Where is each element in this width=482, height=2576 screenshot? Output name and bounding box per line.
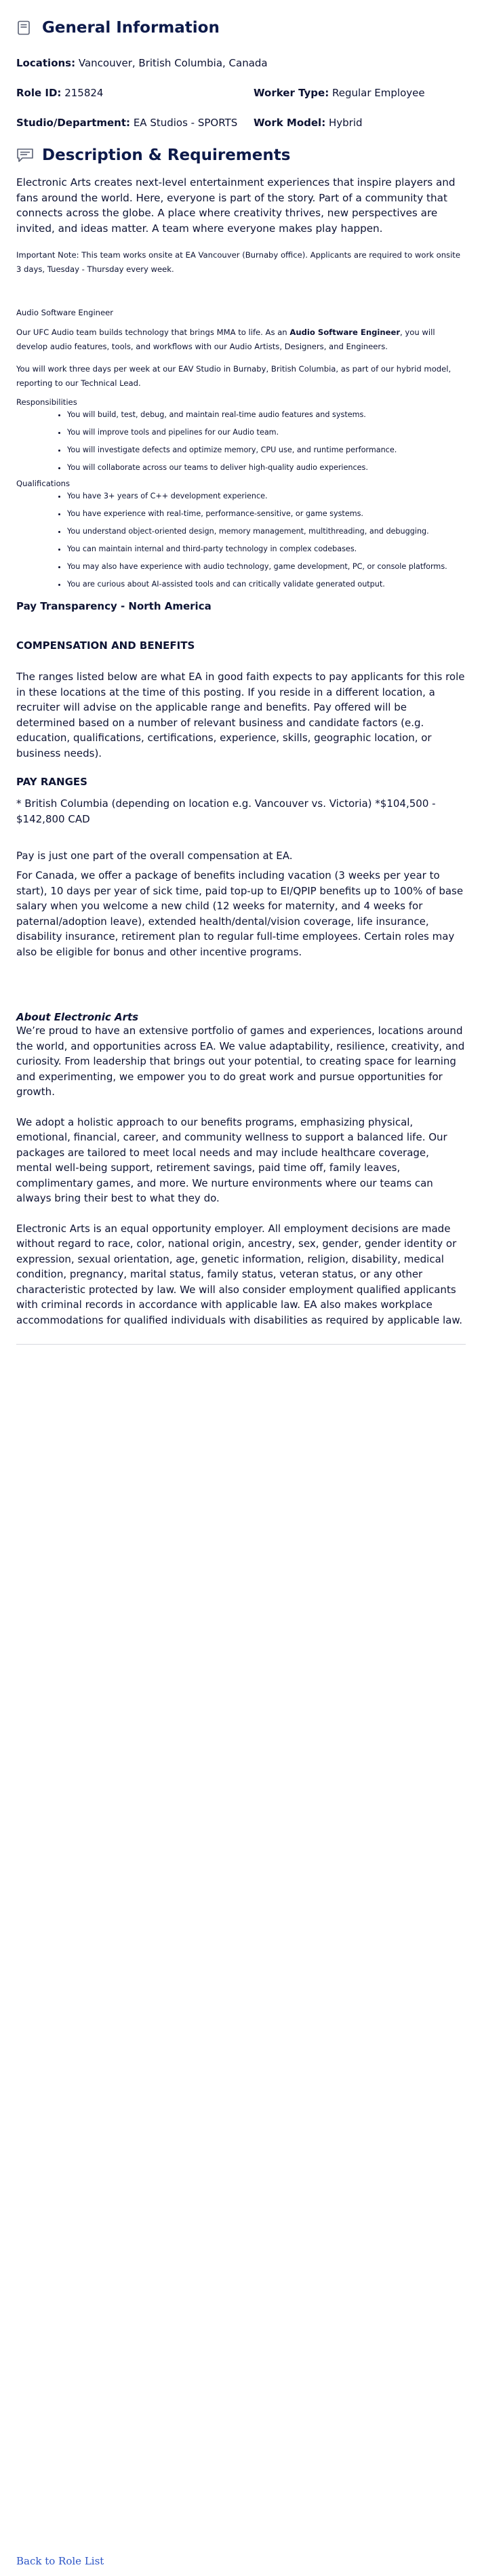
work-model-value: Hybrid (328, 117, 363, 129)
worker-type-value: Regular Employee (332, 87, 425, 99)
pay-transparency-title: Pay Transparency - North America (16, 600, 212, 612)
description-header (16, 146, 466, 164)
message-icon (16, 148, 34, 163)
responsibilities-label: Responsibilities (16, 397, 77, 407)
work-model-field (254, 117, 363, 129)
about-paragraph-2: We adopt a holistic approach to our benefits programs, emphasizing physical, emotional, financial, career, and community wellness to support a balanced life. Our packages are tailored to meet local needs and may include healthcare coverage, mental well-being support, retirement savings, paid time off, family leaves, complimentary games, and more. We nurture environments where our teams can always bring their best to what they do. (16, 1115, 447, 1204)
general-info-details (16, 57, 466, 129)
canada-benefits-paragraph: For Canada, we offer a package of benefits including vacation (3 weeks per year to start), 10 days per year of sick time, paid top-up to EI/QPIP benefits up to 100% of base salary when you welcome a new child (12 weeks for maternity, and 4 weeks for paternal/adoption leave), extended health/dental/vision coverage, life insurance, disability insurance, retirement plan to regular full-time employees. Certain roles may also be eligible for bonus and other incentive programs. (16, 869, 464, 958)
onsite-note: Important Note: This team works onsite at EA Vancouver (Burnaby office). Applicants are required to work onsite 3 days, Tuesday - Thursday every week. (16, 250, 460, 274)
studio-label: Studio/Department: (16, 117, 131, 129)
list-item: • You may also have experience with audio technology, game development, PC, or console platforms. (67, 561, 466, 572)
description-heading: Description & Requirements (42, 146, 291, 164)
role-worker-row (16, 87, 466, 99)
general-info-header (16, 0, 466, 37)
qualifications-list (16, 491, 466, 589)
list-item: • You are curious about AI-assisted tools and can critically validate generated output. (67, 579, 466, 589)
worker-type-field (254, 87, 425, 99)
list-item: • You will improve tools and pipelines for our Audio team. (67, 427, 466, 437)
team-paragraph: Our UFC Audio team builds technology that brings MMA to life. As an Audio Software Engineer, you will develop audio features, tools, and workflows with our Audio Artists, Designers, and Engineers. (16, 328, 435, 351)
list-item: • You can maintain internal and third-party technology in complex codebases. (67, 544, 466, 554)
studio-model-row (16, 117, 466, 129)
list-item: • You have 3+ years of C++ development experience. (67, 491, 466, 501)
studio-value: EA Studios - SPORTS (133, 117, 238, 129)
locations-row (16, 57, 466, 69)
locations-field (16, 57, 268, 69)
schedule-paragraph: You will work three days per week at our EAV Studio in Burnaby, British Columbia, as part of our hybrid model, reporting to our Technical Lead. (16, 364, 451, 388)
role-id-value: 215824 (64, 87, 104, 99)
divider (16, 1344, 466, 1345)
back-to-role-list-link[interactable]: Back to Role List (16, 2555, 104, 2567)
list-item: • You will build, test, debug, and maintain real-time audio features and systems. (67, 410, 466, 420)
about-paragraph-1: We’re proud to have an extensive portfolio of games and experiences, locations around the world, and opportunities across EA. We value adaptability, resilience, creativity, and curiosity. From leadership that brings out your potential, to creating space for learning and experimenting, we empower you to do great work and pursue opportunities for growth. (16, 1025, 465, 1098)
job-title: Audio Software Engineer (16, 308, 114, 317)
pay-part-line: Pay is just one part of the overall compensation at EA. (16, 850, 293, 862)
worker-type-label: Worker Type: (254, 87, 329, 99)
list-item: • You have experience with real-time, performance-sensitive, or game systems. (67, 509, 466, 519)
locations-label: Locations: (16, 57, 76, 69)
responsibilities-list (16, 410, 466, 473)
list-item: • You will collaborate across our teams to deliver high-quality audio experiences. (67, 462, 466, 473)
locations-value: Vancouver, British Columbia, Canada (78, 57, 268, 69)
compensation-paragraph: The ranges listed below are what EA in good faith expects to pay applicants for this role in these locations at the time of this posting. If you reside in a different location, a recruiter will advise on the applicable range and benefits. Pay offered will be determined based on a number of relevant business and candidate factors (e.g. education, qualifications, certifications, experience, skills, geographic location, or business needs). (16, 671, 465, 759)
qualifications-label: Qualifications (16, 479, 71, 488)
list-item: • You understand object-oriented design, memory management, multithreading, and debugging. (67, 526, 466, 536)
general-info-heading: General Information (42, 19, 220, 37)
role-id-field (16, 87, 254, 99)
about-title: About Electronic Arts (16, 1011, 139, 1023)
document-icon (16, 20, 34, 35)
compensation-title: COMPENSATION AND BENEFITS (16, 639, 195, 652)
pay-ranges-title: PAY RANGES (16, 776, 87, 788)
work-model-label: Work Model: (254, 117, 326, 129)
eeo-paragraph: Electronic Arts is an equal opportunity employer. All employment decisions are made without regard to race, color, national origin, ancestry, sex, gender, gender identity or expression, sexual orientation, age, genetic information, religion, disability, medical condition, pregnancy, marital status, family status, veteran status, or any other characteristic protected by law. We will also consider employment qualified applicants with criminal records in accordance with applicable law. EA also makes workplace accommodations for qualified individuals with disabilities as required by applicable law. (16, 1222, 463, 1326)
list-item: • You will investigate defects and optimize memory, CPU use, and runtime performance. (67, 445, 466, 455)
intro-paragraph: Electronic Arts creates next-level entertainment experiences that inspire players and fans around the world. Here, everyone is part of the story. Part of a community that connects across the globe. A place where creativity thrives, new perspectives are invited, and ideas matter. A team where everyone makes play happen. (16, 176, 456, 235)
role-id-label: Role ID: (16, 87, 62, 99)
pay-range-line: * British Columbia (depending on location e.g. Vancouver vs. Victoria) *$104,500 - $142,800 CAD (16, 797, 436, 825)
studio-field (16, 117, 254, 129)
